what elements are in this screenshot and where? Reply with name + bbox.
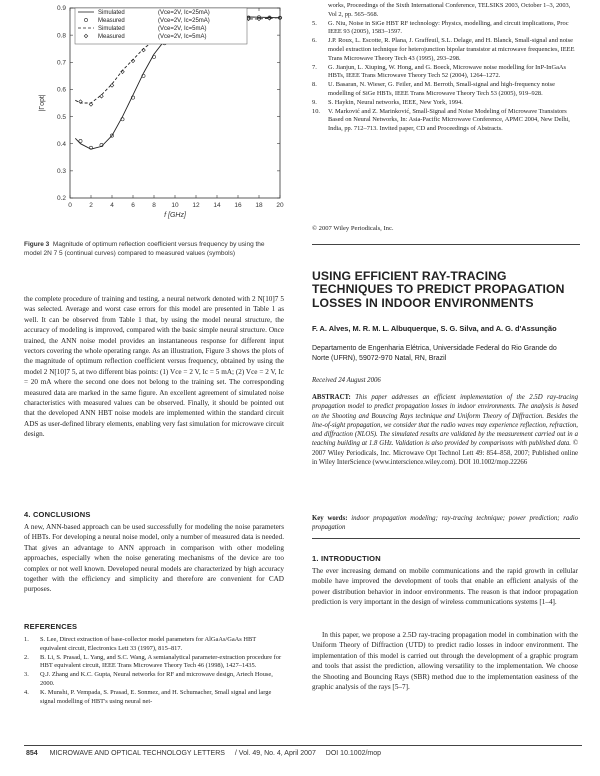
- legend-condition: (Vce=2V, Ic=25mA): [158, 10, 210, 16]
- reference-number: 3.: [24, 671, 29, 679]
- reference-number: 5.: [312, 19, 317, 27]
- divider: [312, 538, 580, 539]
- reference-text: B. Li, S. Prasad, L. Yang, and S.C. Wang, A semianalytical parameter-extraction procedure for HBT equivalent circuit, IEEE Trans Microwave Theory Tech 46 (1998), 1427–1435.: [40, 653, 282, 670]
- figure-caption-text: Magnitude of optimum reflection coefficient versus frequency by using the model 2N 7 5 (continual curves) compared to measured values (symbols): [24, 241, 265, 257]
- journal-doi: DOI 10.1002/mop: [325, 750, 382, 757]
- references-list: [24, 636, 284, 706]
- data-point: [79, 139, 82, 142]
- reference-number: 10.: [312, 107, 320, 115]
- x-tick-label: 4: [110, 202, 114, 209]
- journal-volume: / Vol. 49, No. 4, April 2007: [234, 750, 316, 757]
- x-tick-label: 8: [152, 202, 156, 209]
- reference-number: 2.: [24, 653, 29, 661]
- legend-label: Measured: [98, 34, 125, 40]
- copyright-line: © 2007 Wiley Periodicals, Inc.: [312, 225, 394, 232]
- reference-item: [312, 2, 580, 20]
- keywords-text: indoor propagation modeling; ray-tracing technique; power prediction; radio propagation: [312, 515, 579, 532]
- x-tick-label: 14: [213, 202, 221, 209]
- legend-label: Measured: [98, 18, 125, 24]
- reference-text: G. Jianjun, L. Xiuping, W. Hong, and G. Boeck, Microwave noise modelling for InP-InGaAs HBTs, IEEE Trans Microwave Theory Tech 52 (2004), 1264–1272.: [328, 63, 567, 80]
- figure-3: [24, 0, 288, 238]
- x-tick-label: 2: [89, 202, 93, 209]
- reference-item: [312, 37, 580, 63]
- section-heading-conclusions: 4. CONCLUSIONS: [24, 510, 91, 519]
- footer-rule: [24, 745, 582, 746]
- reference-number: 7.: [312, 63, 317, 71]
- y-tick-label: 0.2: [56, 195, 66, 203]
- reference-item: [312, 64, 580, 82]
- legend-condition: (Vce=2V, Ic=5mA): [158, 34, 207, 40]
- divider: [312, 244, 580, 245]
- x-axis-label: f [GHz]: [164, 212, 186, 219]
- keywords: [312, 514, 578, 533]
- conclusions-paragraph: A new, ANN-based approach can be used successfully for modeling the noise parameters of HBTs. For developing a neural noise model, only a number of measured data is needed. That gives an advantage to ANN approach in comparison with other modeling approaches, especially when the noise generating mechanisms of the device are too complex or not well known. Developed neural models are characterized by high accuracy together with the efficiency and simplicity and therefore are convenient for CAD purposes.: [24, 523, 284, 594]
- reference-number: 1.: [24, 636, 29, 643]
- reference-text: works, Proceedings of the Sixth International Conference, TELSIKS 2003, October 1–3, 2003, Vol 2, pp. 565–568.: [328, 2, 571, 18]
- figure-caption: [24, 240, 282, 258]
- x-tick-label: 18: [255, 202, 263, 209]
- reference-text: G. Niu, Noise in SiGe HBT RF technology: Physics, modelling, and circuit implications, Proc IEEE 93 (2005), 1583–1597.: [328, 19, 569, 36]
- intro-paragraph-2: In this paper, we propose a 2.5D ray-tracing propagation model in combination with the Uniform Theory of Diffraction (UTD) to predict radio losses in indoor environment. The implementation of this model is carried out through the development of a graphic program and tools that assist the prediction, allowing versatility to the implementation. We choose the Shooting and Bouncing Rays (SBR) method due to the implementation easiness of the graphic analysis of the rays [5–7].: [312, 631, 578, 692]
- figure-caption-label: Figure 3: [24, 241, 50, 248]
- reference-number: 9.: [312, 98, 317, 106]
- reference-text: U. Basaran, N. Wieser, G. Feiler, and M. Berroth, Small-signal and high-frequency noise modelling of SiGe HBTs, IEEE Trans Microwave Theory Tech 53 (2005), 919–928.: [328, 81, 555, 97]
- y-tick-label: 0.4: [56, 140, 66, 148]
- abstract-label: ABSTRACT:: [312, 394, 351, 401]
- reference-item: [24, 671, 284, 689]
- body-paragraph: the complete procedure of training and testing, a neural network denoted with 2 N[10]7 5 was selected. Average and worst case errors for this model are presented in Table 1 as well. It can be observed from Table 1 that, by using the model neural structure, the accuracy of modeling is improved, compared with the basic simple neural structure. Once trained, the ANN noise model provides an instantaneous response for different input vectors covering the whole operating range. As an illustration, Figure 3 shows the plots of the magnitude of optimum reflection coefficient versus frequency, obtained by using the model 2 N[10]7 5, at two different bias points: (1) Vce = 2 V, Ic = 5 mA; (2) Vce = 2 V, Ic = 20 mA where the second one does not belong to the training set. The corresponding measured data are marked in the same figure. An excellent agreement of simulated noise characteristics with measured values can be observed. Finally, it should be pointed out that the developed ANN HBT noise models are implemented within the standard circuit ADS as user-defined library elements, enabling very fast simulation for microwave circuit design.: [24, 295, 284, 439]
- article-title: USING EFFICIENT RAY-TRACING TECHNIQUES TO PREDICT PROPAGATION LOSSES IN INDOOR ENVIRONMENTS: [312, 269, 565, 310]
- reference-item: [24, 636, 284, 654]
- abstract-citation: © 2007 Wiley Periodicals, Inc. Microwave Opt Technol Lett 49: 854–858, 2007; Published online in Wiley InterScience (www.interscience.wiley.com). DOI 10.1002/mop.22266: [312, 440, 578, 467]
- reference-item: [312, 20, 580, 38]
- page-number: 854: [26, 750, 38, 757]
- y-tick-label: 0.5: [56, 113, 66, 121]
- reference-text: S. Haykin, Neural networks, IEEE, New York, 1994.: [328, 98, 463, 106]
- x-tick-label: 20: [276, 202, 284, 209]
- abstract-text: This paper addresses an efficient implementation of the 2.5D ray-tracing propagation model to predict propagation losses in indoor environments. The analysis is based on the Shooting and Bouncing Rays technique and Uniform Theory of Diffraction. Besides the line-of-sight propagation, we consider that the radio waves may experience reflection, refraction, and diffraction (NLOS). The simulated results are validated by the measurement carried out in a teaching building at 1.8 GHz. Validation is also provided by comparisons with published data.: [312, 394, 578, 448]
- x-tick-label: 12: [192, 202, 200, 209]
- reference-text: S. Lee, Direct extraction of base-collector model parameters for AlGaAs/GaAs HBT equivalent circuit, Electronics Lett 33 (1997), 815–817.: [40, 636, 257, 652]
- x-tick-label: 16: [234, 202, 242, 209]
- x-tick-label: 6: [131, 202, 135, 209]
- x-tick-label: 0: [68, 202, 72, 209]
- y-tick-label: 0.7: [56, 59, 66, 67]
- legend-condition: (Vce=2V, Ic=25mA): [158, 18, 210, 24]
- reference-item: [312, 108, 580, 134]
- reference-number: 6.: [312, 37, 317, 45]
- legend-label: Simulated: [98, 10, 125, 16]
- y-tick-label: 0.9: [56, 5, 66, 13]
- reference-item: [24, 654, 284, 672]
- y-tick-label: 0.8: [56, 32, 66, 40]
- references-list-continued: [312, 2, 580, 134]
- page-footer: [26, 750, 586, 757]
- y-tick-label: 0.3: [56, 168, 66, 176]
- reference-number: 8.: [312, 81, 317, 89]
- reflection-coefficient-chart: [24, 0, 288, 222]
- article-authors: F. A. Alves, M. R. M. L. Albuquerque, S. G. Silva, and A. G. d'Assunção: [312, 324, 557, 333]
- y-axis-label: |Γopt|: [39, 94, 46, 112]
- x-tick-label: 10: [171, 202, 179, 209]
- y-tick-label: 0.6: [56, 86, 66, 94]
- reference-text: Q.J. Zhang and K.C. Gupta, Neural networks for RF and microwave design, Artech House, 2000.: [40, 671, 273, 687]
- received-date: Received 24 August 2006: [312, 377, 381, 384]
- reference-text: K. Munshi, P. Vempada, S. Prasad, E. Sonmez, and H. Schumacher, Small signal and large signal modelling of HBT's using neural net-: [40, 688, 272, 705]
- reference-text: J.P. Roux, L. Escotte, R. Plana, J. Graffeuil, S.L. Delage, and H. Blanck, Small-signal and noise model extraction technique for heterojunction bipolar transistor at microwave frequencies, IEEE Trans Microwave Theory Tech 43 (1995), 293–298.: [328, 37, 575, 62]
- article-affiliation: Departamento de Engenharia Elétrica, Universidade Federal do Rio Grande do Norte (UFRN), 59072-970 Natal, RN, Brazil: [312, 345, 557, 362]
- journal-name: MICROWAVE AND OPTICAL TECHNOLOGY LETTERS: [49, 750, 225, 757]
- legend-label: Simulated: [98, 26, 125, 32]
- references-heading: REFERENCES: [24, 622, 78, 631]
- intro-paragraph-1: The ever increasing demand on mobile communications and the rapid growth in cellular mobile have improved the development of tools that enable an efficient analysis of the power distribution behavior in indoor environments. The reason is that indoor propagation prediction is very important in the design of wireless communications systems [1–4].: [312, 567, 578, 607]
- section-heading-introduction: 1. INTRODUCTION: [312, 554, 381, 563]
- legend-condition: (Vce=2V, Ic=5mA): [158, 26, 207, 32]
- keywords-label: Key words:: [312, 515, 348, 522]
- reference-item: [312, 81, 580, 99]
- reference-text: V. Marković and Z. Marinković, Small-Signal and Noise Modeling of Microwave Transistors Based on Neural Networks, In: Asia-Pacific Microwave Conference, APMC 2004, New Delhi, India, pp. 712–713. Invited paper, CD and Proceedings of Abstracts.: [328, 107, 570, 133]
- reference-number: 4.: [24, 688, 29, 696]
- abstract: [312, 393, 578, 467]
- reference-item: [24, 689, 284, 707]
- reference-item: [312, 99, 580, 108]
